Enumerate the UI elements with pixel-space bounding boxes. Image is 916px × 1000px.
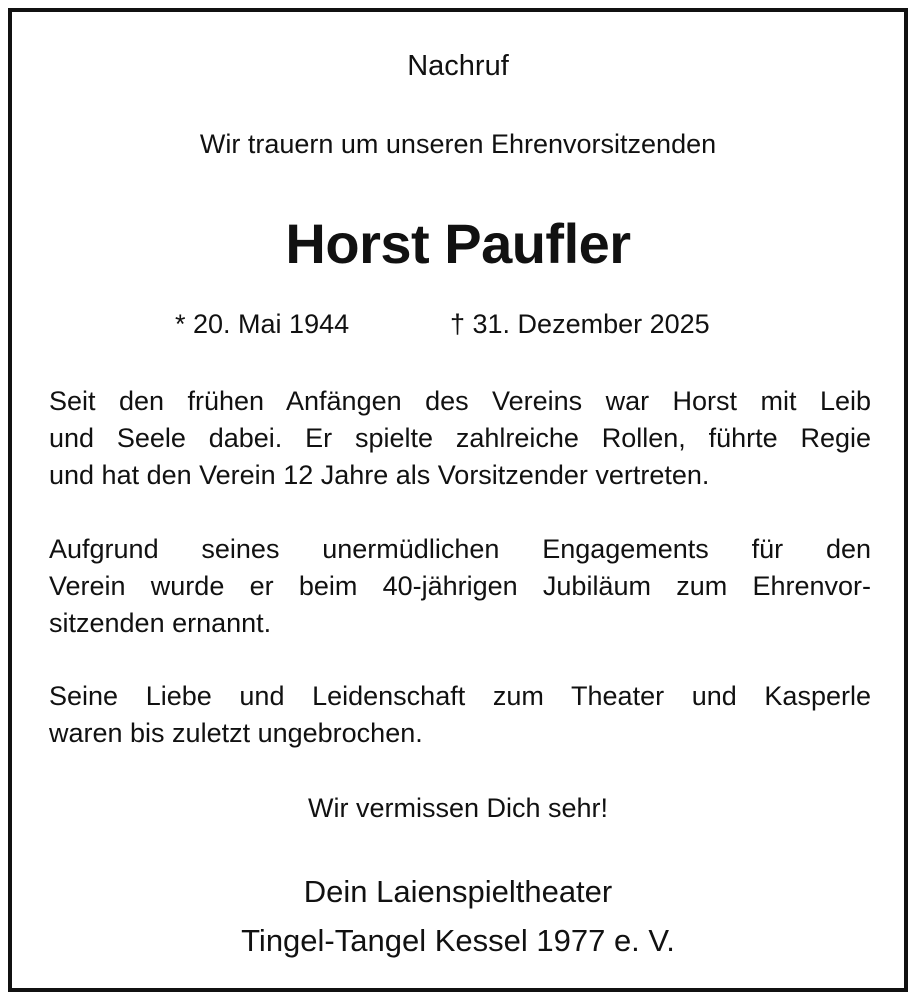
obituary-content <box>12 12 904 988</box>
paragraph-1 <box>49 383 871 494</box>
paragraph-line: und hat den Verein 12 Jahre als Vorsitzender vertreten. <box>49 460 710 490</box>
farewell-text: Wir vermissen Dich sehr! <box>307 793 609 823</box>
paragraph-line: Aufgrund seines unermüdlichen Engagements für den <box>49 534 871 564</box>
death-date: † 31. Dezember 2025 <box>450 309 710 339</box>
notice-heading: Nachruf <box>407 50 509 82</box>
obituary-border <box>8 8 908 992</box>
paragraph-line: und Seele dabei. Er spielte zahlreiche Rollen, führte Regie <box>49 423 871 453</box>
deceased-name: Horst Paufler <box>285 212 631 275</box>
signature-line-2: Tingel-Tangel Kessel 1977 e. V. <box>241 923 675 958</box>
paragraph-3 <box>49 678 871 752</box>
paragraph-line: Seit den frühen Anfängen des Vereins war Horst mit Leib <box>49 386 871 416</box>
signature-line-1: Dein Laienspieltheater <box>303 874 613 909</box>
paragraph-line: Seine Liebe und Leidenschaft zum Theater und Kasperle <box>49 681 871 711</box>
notice-subheading: Wir trauern um unseren Ehrenvorsitzenden <box>199 129 717 159</box>
paragraph-line: Verein wurde er beim 40-jährigen Jubiläum zum Ehrenvor- <box>49 571 871 601</box>
paragraph-line: sitzenden ernannt. <box>49 608 272 638</box>
paragraph-line: waren bis zuletzt ungebrochen. <box>49 718 423 748</box>
birth-date: * 20. Mai 1944 <box>175 309 350 339</box>
paragraph-2 <box>49 531 871 642</box>
